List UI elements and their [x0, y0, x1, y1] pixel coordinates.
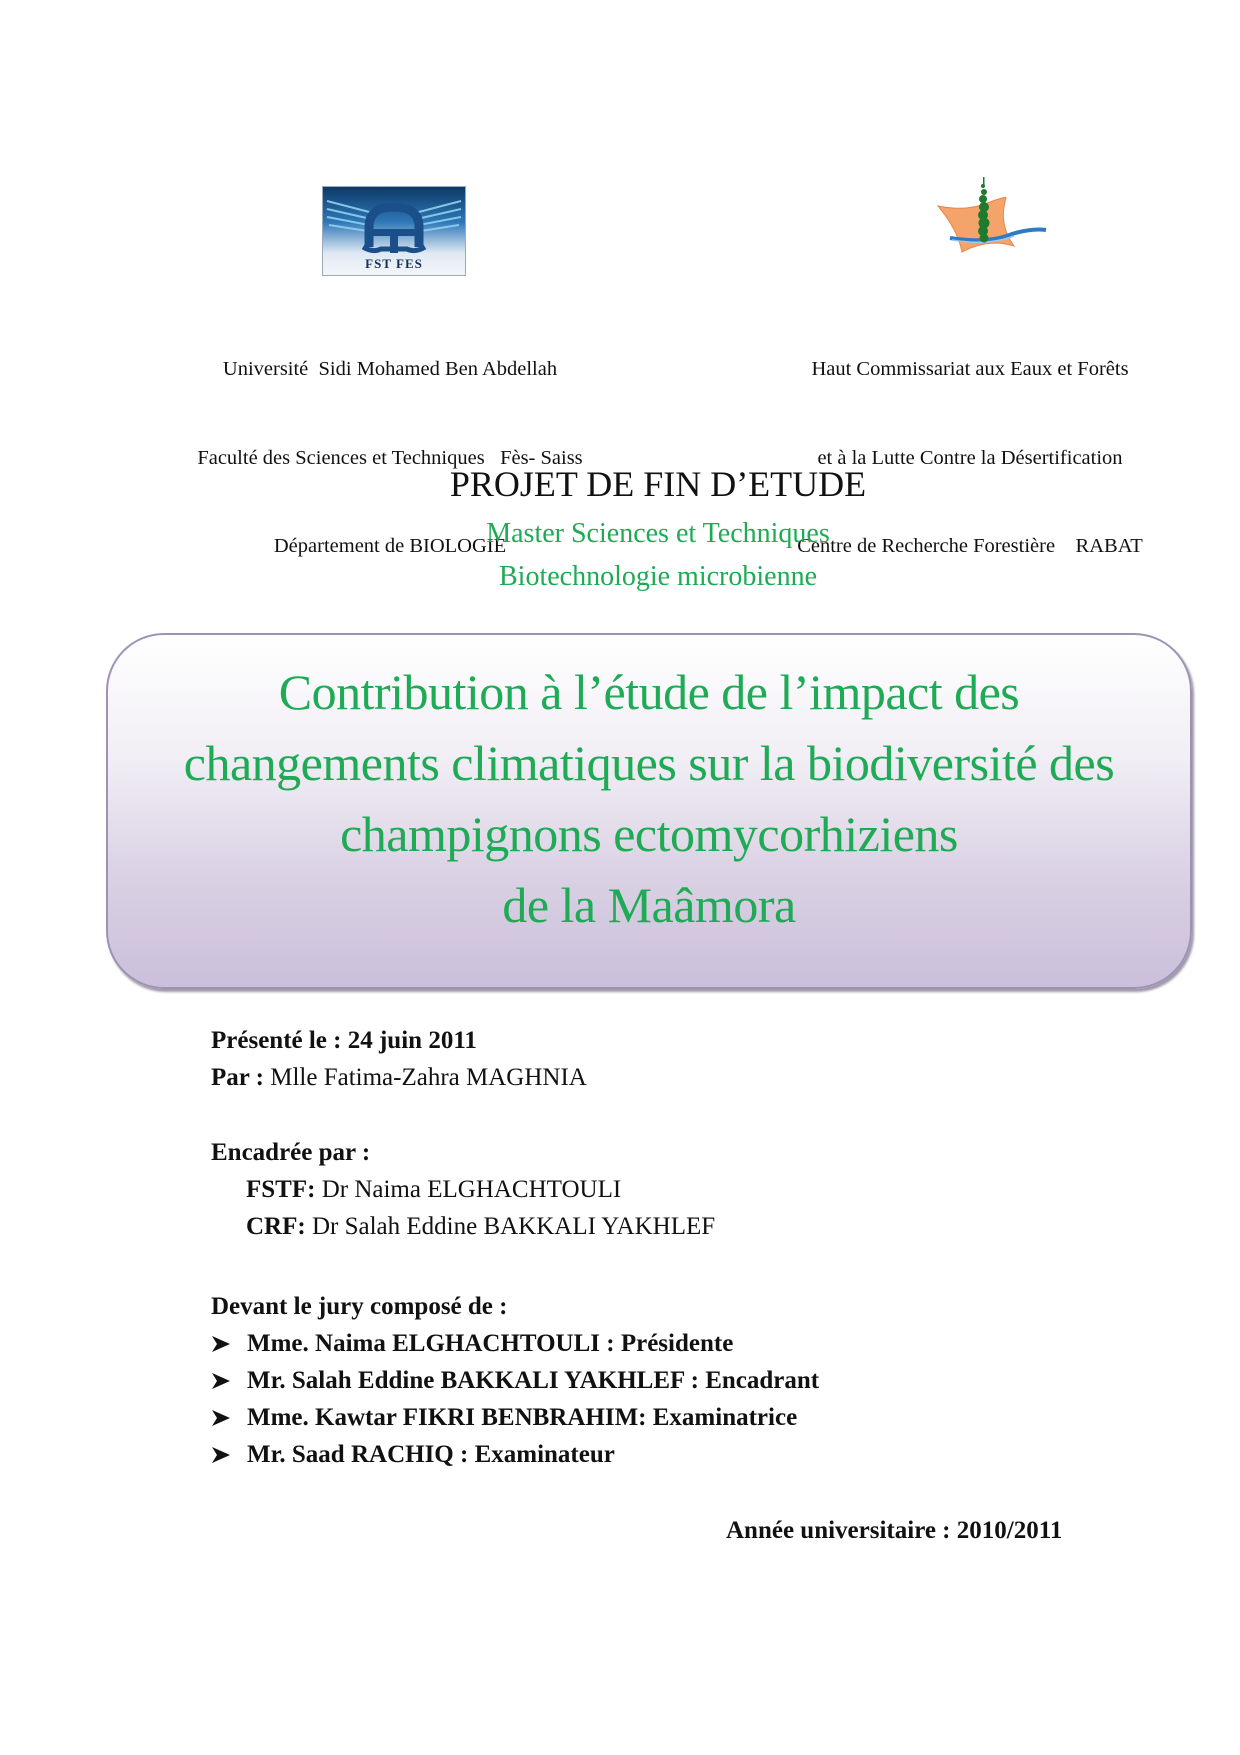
- arrowhead-bullet-icon: [211, 1335, 247, 1353]
- supervisor-crf: [211, 1208, 715, 1245]
- title-line-2: changements climatiques sur la biodiversité des: [183, 735, 1115, 791]
- fst-fes-logo-icon: [322, 186, 466, 276]
- jury-member-text: Mme. Naima ELGHACHTOULI : Présidente: [247, 1330, 734, 1357]
- supervisor-name: Dr Salah Eddine BAKKALI YAKHLEF: [311, 1213, 716, 1240]
- title-line-4: de la Maâmora: [502, 877, 796, 933]
- arrowhead-bullet-icon: [211, 1446, 247, 1464]
- presentation-date: [211, 1022, 587, 1059]
- eaux-forets-logo-icon: [928, 172, 1058, 272]
- date-label: Présenté le :: [211, 1027, 342, 1054]
- supervisor-name: Dr Naima ELGHACHTOULI: [321, 1176, 622, 1203]
- thesis-title-box: [106, 633, 1192, 989]
- faculty-name: Faculté des Sciences et Techniques Fès- Saiss: [197, 446, 583, 469]
- supervision-section: [211, 1134, 715, 1245]
- by-label: Par :: [211, 1064, 264, 1091]
- jury-member-text: Mr. Saad RACHIQ : Examinateur: [247, 1441, 615, 1468]
- jury-member: [211, 1399, 819, 1436]
- jury-member: [211, 1362, 819, 1399]
- arrowhead-bullet-icon: [211, 1372, 247, 1390]
- supervision-label: Encadrée par :: [211, 1139, 371, 1166]
- title-line-1: Contribution à l’étude de l’impact des: [278, 664, 1020, 720]
- commission-name: Haut Commissariat aux Eaux et Forêts: [811, 358, 1129, 380]
- arrowhead-bullet-icon: [211, 1409, 247, 1427]
- fst-logo-text: FST FES: [365, 256, 423, 271]
- presentation-info: [211, 1022, 587, 1096]
- department-name: Département de BIOLOGIE: [273, 535, 507, 557]
- supervisor-org: CRF:: [246, 1213, 306, 1240]
- presented-by: [211, 1059, 587, 1096]
- academic-year: Année universitaire : 2010/2011: [726, 1517, 1063, 1544]
- jury-member-text: Mme. Kawtar FIKRI BENBRAHIM: Examinatrice: [247, 1404, 798, 1431]
- thesis-title: [108, 657, 1190, 941]
- specialty: Biotechnologie microbienne: [498, 561, 818, 592]
- jury-member-text: Mr. Salah Eddine BAKKALI YAKHLEF : Encadrant: [247, 1367, 820, 1394]
- jury-label: Devant le jury composé de :: [211, 1293, 508, 1320]
- student-name: Mlle Fatima-Zahra MAGHNIA: [270, 1064, 587, 1091]
- master-program: Master Sciences et Techniques: [486, 518, 830, 549]
- date-value: 24 juin 2011: [347, 1027, 477, 1054]
- title-line-3: champignons ectomycorhiziens: [340, 806, 958, 862]
- jury-member: [211, 1325, 819, 1362]
- supervisor-fstf: [211, 1171, 715, 1208]
- supervisor-org: FSTF:: [246, 1176, 316, 1203]
- commission-name-cont: et à la Lutte Contre la Désertification: [817, 446, 1123, 469]
- jury-member: [211, 1436, 819, 1473]
- project-type-heading: PROJET DE FIN D’ETUDE: [449, 464, 867, 504]
- jury-section: [211, 1288, 819, 1473]
- research-center-name: Centre de Recherche Forestière RABAT: [797, 535, 1143, 557]
- university-name: Université Sidi Mohamed Ben Abdellah: [222, 358, 558, 380]
